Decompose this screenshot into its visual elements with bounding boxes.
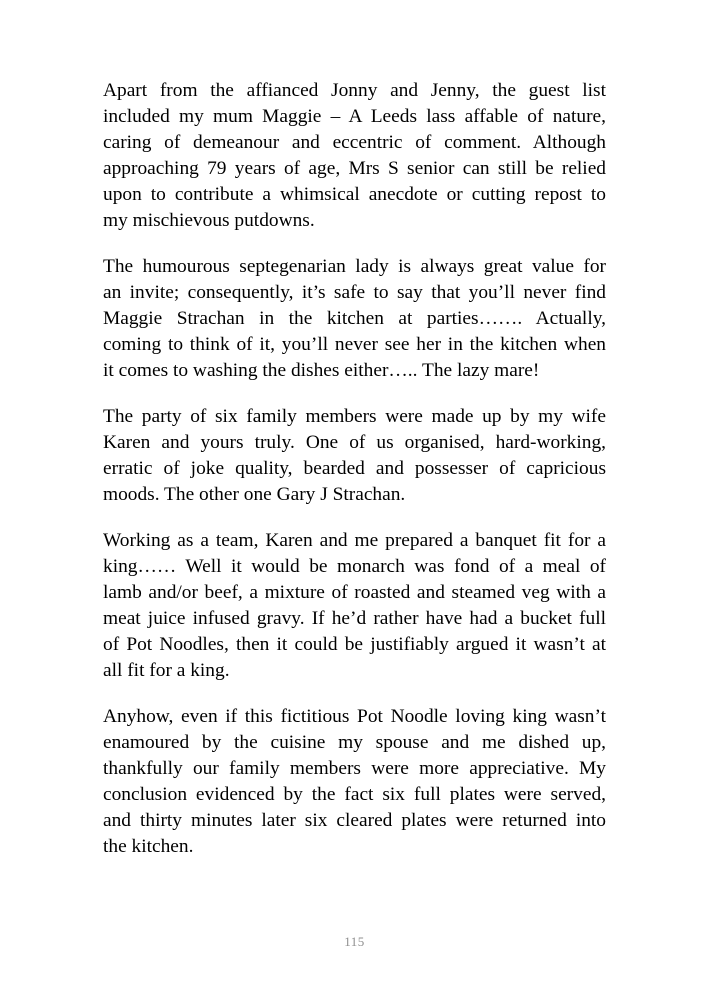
paragraph <box>103 78 606 234</box>
text-line: Maggie Strachan in the kitchen at parties……. Actually, <box>103 308 606 329</box>
text-line: conclusion evidenced by the fact six full plates were served, <box>103 784 606 805</box>
text-line: enamoured by the cuisine my spouse and me dished up, <box>103 732 606 753</box>
text-line: thankfully our family members were more appreciative. My <box>103 758 606 779</box>
text-line: Working as a team, Karen and me prepared a banquet fit for a <box>103 530 606 551</box>
page-body-text <box>103 78 606 880</box>
text-line: and thirty minutes later six cleared plates were returned into <box>103 810 606 831</box>
text-line: meat juice infused gravy. If he’d rather have had a bucket full <box>103 608 606 629</box>
text-line: the kitchen. <box>103 836 194 857</box>
text-line: moods. The other one Gary J Strachan. <box>103 484 406 505</box>
text-line: Apart from the affianced Jonny and Jenny, the guest list <box>103 80 606 101</box>
paragraph <box>103 254 606 384</box>
text-line: my mischievous putdowns. <box>103 210 315 231</box>
page-number: 115 <box>344 934 365 949</box>
text-line: all fit for a king. <box>103 660 230 681</box>
page-footer <box>0 933 709 951</box>
text-line: king…… Well it would be monarch was fond of a meal of <box>103 556 606 577</box>
paragraph <box>103 404 606 508</box>
text-line: an invite; consequently, it’s safe to say that you’ll never find <box>103 282 606 303</box>
text-line: The party of six family members were made up by my wife <box>103 406 606 427</box>
text-line: Karen and yours truly. One of us organised, hard-working, <box>103 432 606 453</box>
text-line: it comes to washing the dishes either….. The lazy mare! <box>103 360 540 381</box>
text-line: upon to contribute a whimsical anecdote or cutting repost to <box>103 184 606 205</box>
text-line: erratic of joke quality, bearded and possesser of capricious <box>103 458 606 479</box>
text-line: lamb and/or beef, a mixture of roasted and steamed veg with a <box>103 582 606 603</box>
text-line: coming to think of it, you’ll never see her in the kitchen when <box>103 334 606 355</box>
text-line: included my mum Maggie – A Leeds lass affable of nature, <box>103 106 606 127</box>
text-line: caring of demeanour and eccentric of comment. Although <box>103 132 606 153</box>
paragraph <box>103 528 606 684</box>
paragraph <box>103 704 606 860</box>
text-line: Anyhow, even if this fictitious Pot Noodle loving king wasn’t <box>103 706 606 727</box>
text-line: The humourous septegenarian lady is always great value for <box>103 256 606 277</box>
text-line: approaching 79 years of age, Mrs S senior can still be relied <box>103 158 606 179</box>
text-line: of Pot Noodles, then it could be justifiably argued it wasn’t at <box>103 634 606 655</box>
